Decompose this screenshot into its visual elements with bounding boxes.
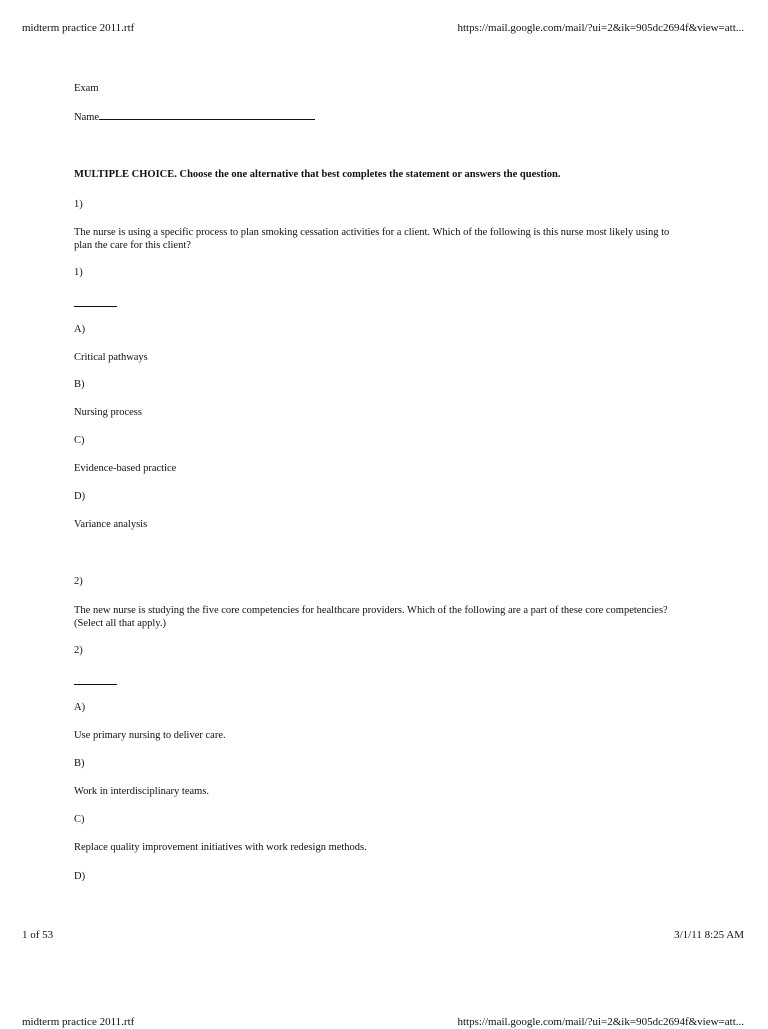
question-2-answer-blank <box>74 684 117 685</box>
question-1-option-d-text: Variance analysis <box>74 519 148 530</box>
name-blank-line <box>99 119 315 120</box>
question-2-option-a-letter: A) <box>74 702 86 713</box>
name-field <box>74 111 315 124</box>
question-1-number: 1) <box>74 199 83 210</box>
question-2-option-c-text: Replace quality improvement initiatives with work redesign methods. <box>74 842 367 853</box>
instructions: MULTIPLE CHOICE. Choose the one alternative that best completes the statement or answers the question. <box>74 169 561 180</box>
question-2-option-d-letter: D) <box>74 871 86 882</box>
print-header-url: https://mail.google.com/mail/?ui=2&ik=905dc2694f&view=att... <box>457 22 744 34</box>
next-page-header-url: https://mail.google.com/mail/?ui=2&ik=905dc2694f&view=att... <box>457 1016 744 1028</box>
question-2-option-c-letter: C) <box>74 814 85 825</box>
question-1-option-c-letter: C) <box>74 435 85 446</box>
question-1-option-b-letter: B) <box>74 379 85 390</box>
question-2-text: The new nurse is studying the five core competencies for healthcare providers. Which of the following are a part of these core competencies? (Select all that apply.) <box>74 605 668 629</box>
question-1-option-c-text: Evidence-based practice <box>74 463 177 474</box>
question-1-option-d-letter: D) <box>74 491 86 502</box>
question-2-answer-number: 2) <box>74 645 83 656</box>
question-1-option-b-text: Nursing process <box>74 407 142 418</box>
print-footer-timestamp: 3/1/11 8:25 AM <box>674 929 744 941</box>
print-header-title: midterm practice 2011.rtf <box>22 22 135 34</box>
question-1-option-a-text: Critical pathways <box>74 352 148 363</box>
question-2-option-b-text: Work in interdisciplinary teams. <box>74 786 210 797</box>
next-page-header-title: midterm practice 2011.rtf <box>22 1016 135 1028</box>
question-1-text: The nurse is using a specific process to plan smoking cessation activities for a client. Which of the following is this nurse most likely using to plan the care for this client? <box>74 227 670 251</box>
exam-title: Exam <box>74 83 99 94</box>
question-2-option-a-text: Use primary nursing to deliver care. <box>74 730 226 741</box>
question-1-answer-blank <box>74 306 117 307</box>
print-footer-page-info: 1 of 53 <box>22 929 54 941</box>
question-1-answer-number: 1) <box>74 267 83 278</box>
name-label: Name <box>74 112 100 123</box>
question-2-number: 2) <box>74 576 83 587</box>
question-2-option-b-letter: B) <box>74 758 85 769</box>
question-1-option-a-letter: A) <box>74 324 86 335</box>
